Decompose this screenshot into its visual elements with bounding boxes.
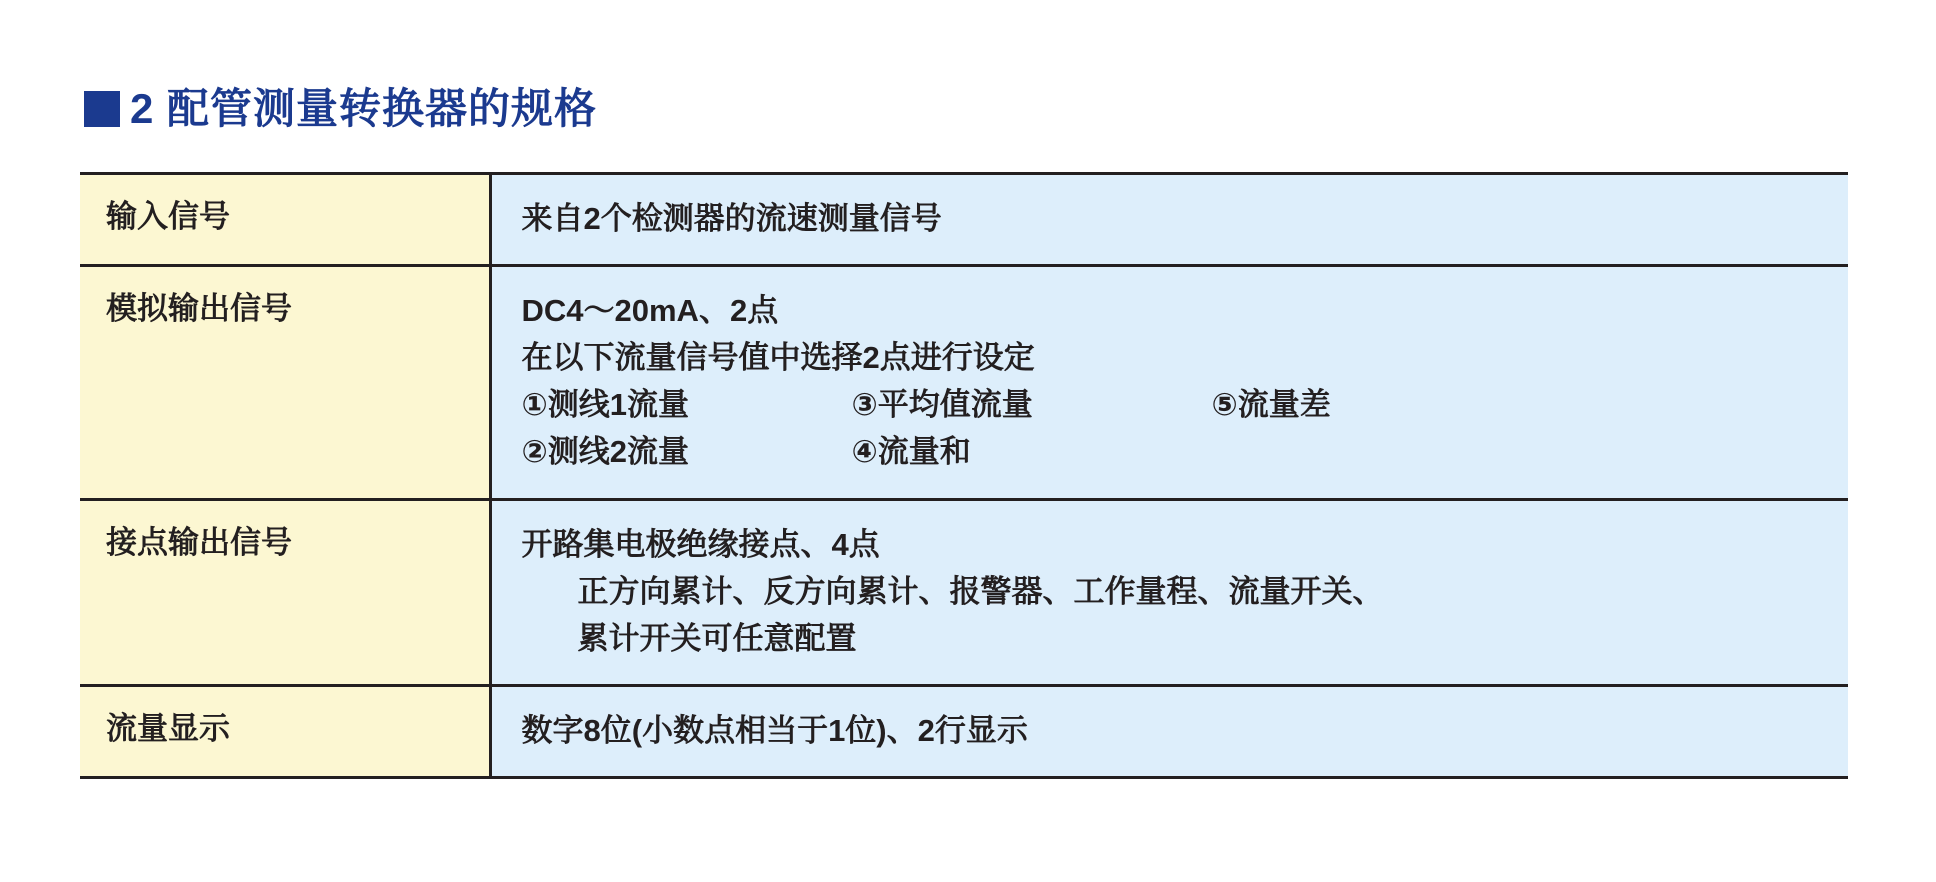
row-label: 输入信号 [80, 174, 490, 266]
table-row [80, 174, 1848, 266]
table-row [80, 499, 1848, 685]
page-title: 2 配管测量转换器的规格 [130, 85, 598, 132]
row-value [490, 499, 1848, 685]
value-line: 正方向累计、反方向累计、报警器、工作量程、流量开关、 [577, 573, 1384, 609]
specification-table [80, 172, 1848, 779]
row-value [490, 174, 1848, 266]
square-bullet-icon [84, 91, 120, 127]
section-heading [84, 85, 598, 132]
option-row [522, 428, 1849, 475]
value-line: DC4〜20mA、2点 [521, 293, 779, 329]
table-row [80, 685, 1848, 777]
row-value [490, 685, 1848, 777]
row-label: 模拟输出信号 [80, 266, 490, 499]
option-item: ④流量和 [851, 434, 971, 470]
value-line: 在以下流量信号值中选择2点进行设定 [521, 340, 1035, 376]
option-row [522, 381, 1849, 428]
row-label: 流量显示 [80, 685, 490, 777]
option-item: ②测线2流量 [521, 434, 689, 470]
table-row [80, 266, 1848, 499]
value-line: 数字8位(小数点相当于1位)、2行显示 [521, 712, 1028, 748]
row-label: 接点输出信号 [80, 499, 490, 685]
value-line: 开路集电极绝缘接点、4点 [521, 526, 880, 562]
option-item: ①测线1流量 [521, 387, 689, 423]
value-line: 来自2个检测器的流速测量信号 [521, 201, 942, 236]
value-line: 累计开关可任意配置 [577, 620, 857, 656]
option-item: ③平均值流量 [851, 387, 1033, 423]
row-value [490, 266, 1848, 499]
option-item: ⑤流量差 [1211, 387, 1331, 423]
